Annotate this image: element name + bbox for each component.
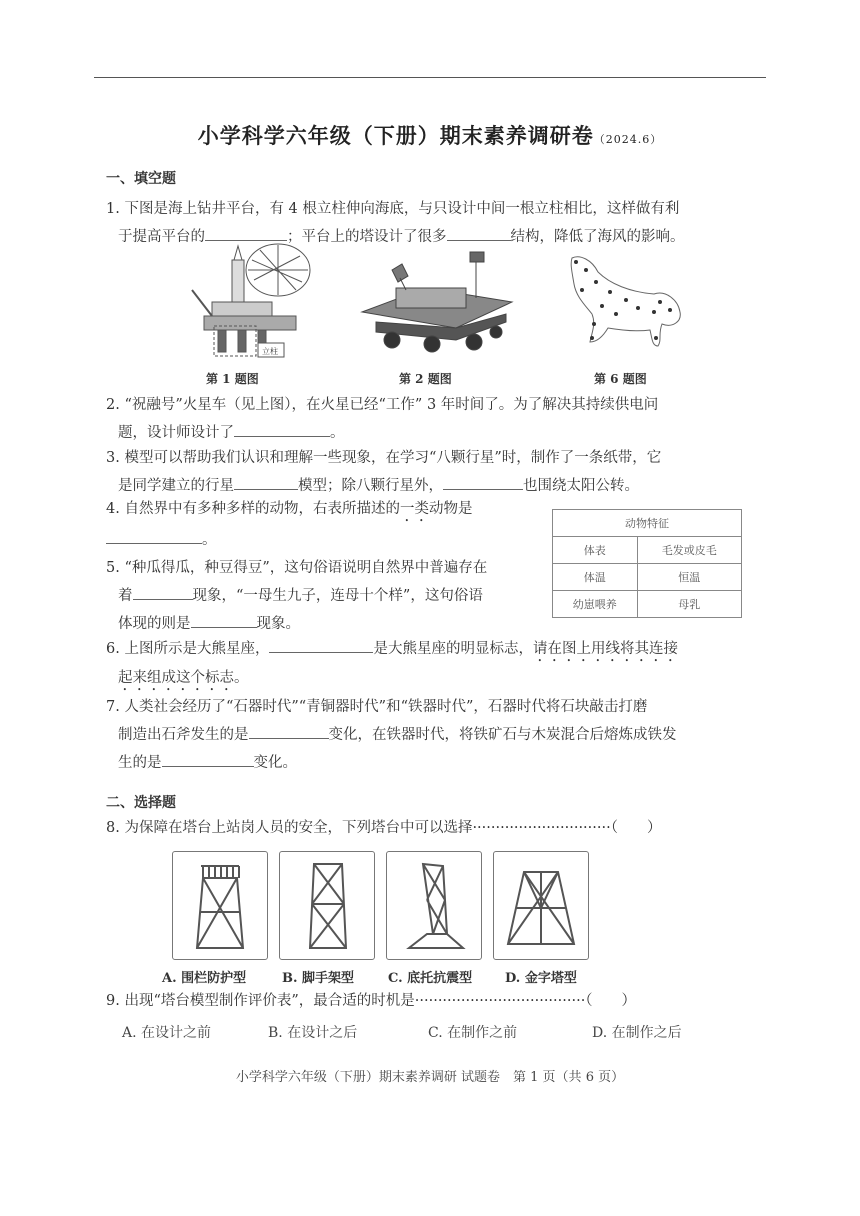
table-row: 幼崽喂养 母乳	[553, 591, 742, 618]
tower-option-b-image[interactable]	[279, 851, 375, 960]
blank-q6[interactable]	[269, 634, 373, 653]
figure-drilling-platform	[190, 240, 320, 365]
figure-ursa-major	[566, 250, 686, 355]
question-1: 1. 下图是海上钻井平台，有 4 根立柱伸向海底，与只设计中间一根立柱相比，这样做有利 于提高平台的 ；平台上的塔设计了很多 结构，降低了海风的影响。	[106, 201, 685, 245]
option-b[interactable]: B. 脚手架型	[282, 971, 355, 986]
blank-q1-1[interactable]	[205, 222, 287, 241]
q9-option-b[interactable]: B. 在设计之后	[268, 1025, 358, 1041]
blank-q7-2[interactable]	[162, 748, 254, 767]
option-d[interactable]: D. 金字塔型	[505, 971, 577, 986]
question-7: 7. 人类社会经历了“石器时代”“青铜器时代”和“铁器时代”，石器时代将石块敲击打磨 制造出石斧发生的是 变化，在铁器时代，将铁矿石与木炭混合后熔炼成铁发 生的是 变化。	[106, 699, 677, 771]
question-2: 2. “祝融号”火星车（见上图），在火星已经“工作” 3 年时间了。为了解决其持续供电问 题，设计师设计了 。	[106, 397, 659, 441]
q9-option-a[interactable]: A. 在设计之前	[122, 1025, 212, 1041]
q9-option-d[interactable]: D. 在制作之后	[592, 1025, 682, 1041]
question-4: 4. 自然界中有多种多样的动物，右表所描述的一类动物是 。	[106, 501, 473, 548]
pillar-label: 立柱	[262, 347, 278, 356]
section-choice: 二、选择题	[106, 795, 176, 811]
page-footer: 小学科学六年级（下册）期末素养调研 试题卷 第 1 页（共 6 页）	[235, 1070, 625, 1085]
tower-option-d-image[interactable]	[493, 851, 589, 960]
blank-q7-1[interactable]	[249, 720, 329, 739]
page-title: 小学科学六年级（下册）期末素养调研卷（2024.6）	[197, 123, 663, 148]
option-a[interactable]: A. 围栏防护型	[162, 971, 247, 986]
blank-q1-2[interactable]	[447, 222, 511, 241]
question-6: 6. 上图所示是大熊星座， 是大熊星座的明显标志，请在图上用线将其连接 起来组成这个标志。	[106, 634, 678, 694]
blank-q2[interactable]	[234, 418, 330, 437]
blank-q5-1[interactable]	[133, 581, 193, 600]
option-c[interactable]: C. 底托抗震型	[388, 971, 473, 986]
question-8: 8. 为保障在塔台上站岗人员的安全，下列塔台中可以选择······························（ ）	[106, 820, 662, 836]
tower-option-a-image[interactable]	[172, 851, 268, 960]
table-row: 体温 恒温	[553, 564, 742, 591]
animal-traits-table	[552, 509, 742, 618]
section-fill-in: 一、填空题	[106, 171, 176, 187]
caption-fig-2: 第 2 题图	[399, 372, 452, 386]
blank-q3-2[interactable]	[443, 471, 523, 490]
question-9: 9. 出现“塔台模型制作评价表”，最合适的时机是·····································（ ）	[106, 993, 637, 1009]
figure-mars-rover	[356, 248, 516, 360]
caption-fig-6: 第 6 题图	[594, 372, 647, 386]
caption-fig-1: 第 1 题图	[206, 372, 259, 386]
question-3: 3. 模型可以帮助我们认识和理解一些现象，在学习“八颗行星”时，制作了一条纸带，它 是同学建立的行星 模型；除八颗行星外， 也围绕太阳公转。	[106, 450, 662, 494]
blank-q3-1[interactable]	[234, 471, 298, 490]
table-header: 动物特征	[553, 510, 742, 537]
top-rule	[94, 77, 766, 78]
tower-option-c-image[interactable]	[386, 851, 482, 960]
blank-q4[interactable]	[106, 525, 202, 544]
question-5: 5. “种瓜得瓜，种豆得豆”，这句俗语说明自然界中普遍存在 着 现象，“一母生九子，连母十个样”，这句俗语 体现的则是 现象。	[106, 560, 488, 632]
title-date: （2024.6）	[593, 133, 663, 146]
q9-option-c[interactable]: C. 在制作之前	[428, 1025, 518, 1041]
table-row: 体表 毛发或皮毛	[553, 537, 742, 564]
blank-q5-2[interactable]	[191, 609, 257, 628]
